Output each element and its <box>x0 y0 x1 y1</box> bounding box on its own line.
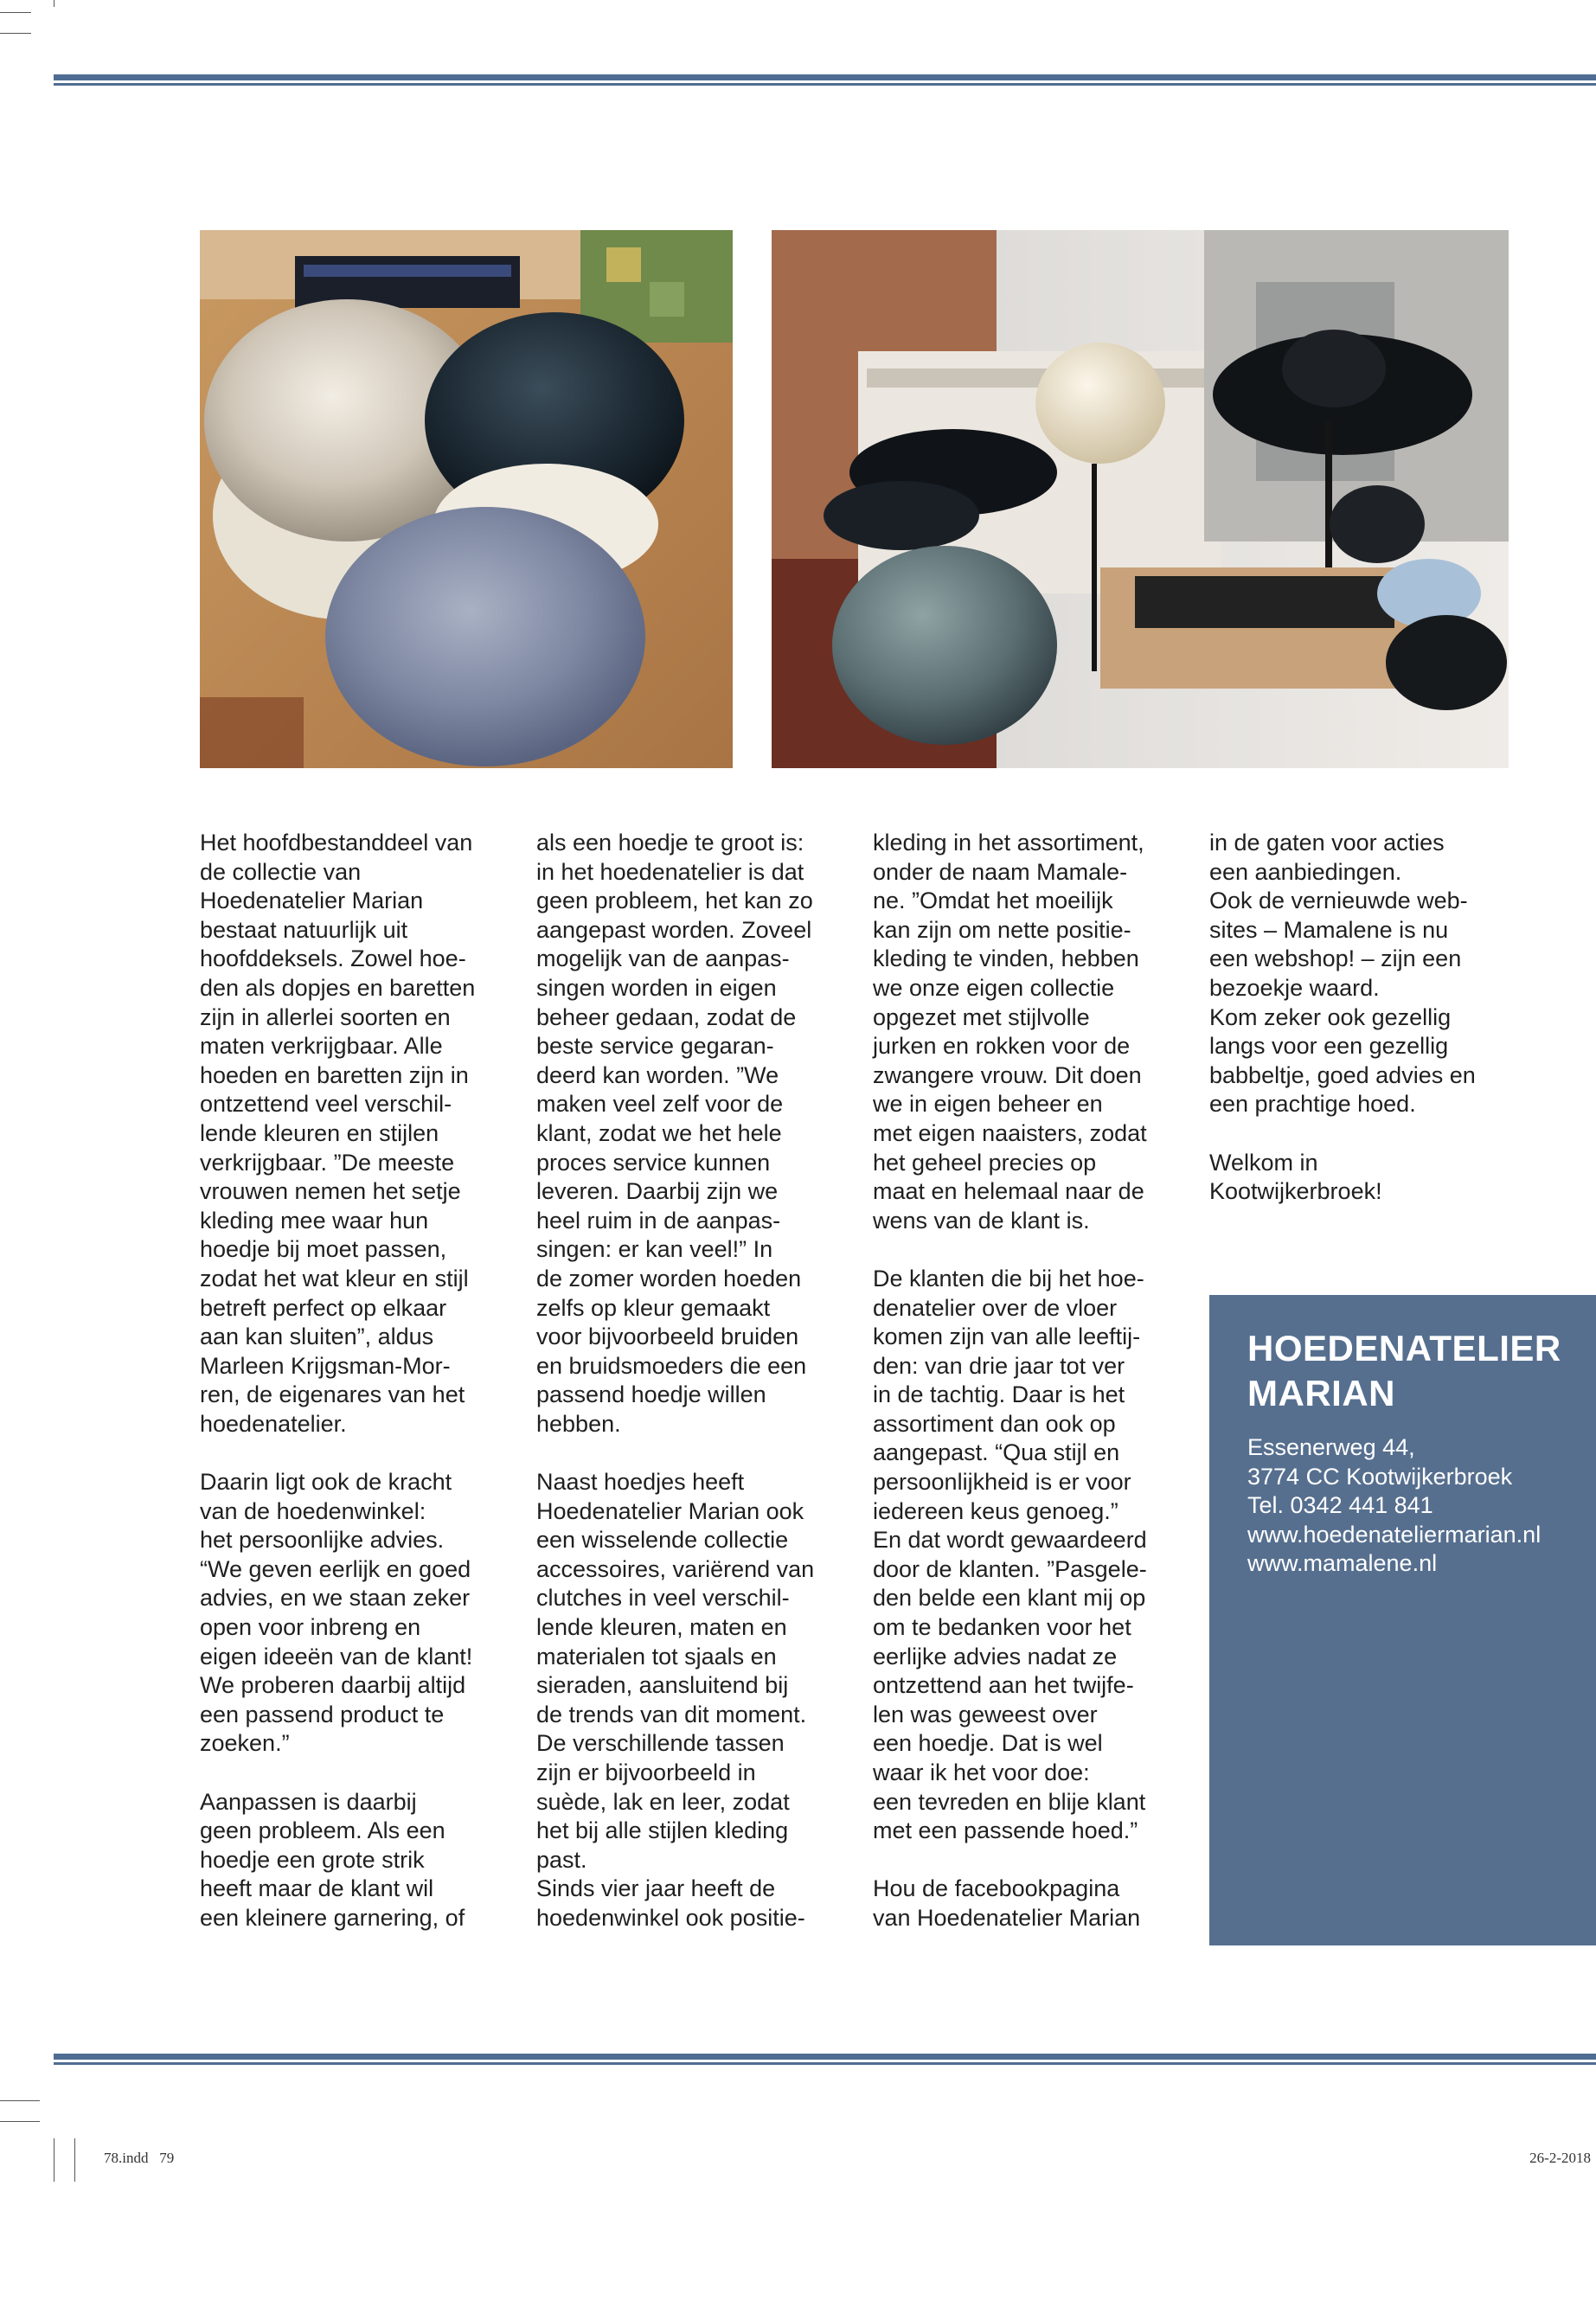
article-column-3: kleding in het assortiment, onder de naam Mamale- ne. ”Omdat het moeilijk kan zijn om nette positie- kleding te vinden, hebben we onze eigen collectie opgezet met stijlvolle jurken en rokken voor de zwangere vrouw. Dit doen we in eigen beheer en met eigen naaisters, zodat het geheel precies op maat en helemaal naar de wens van de klant is. De klanten die bij het hoe- denatelier over de vloer komen zijn van alle leeftij- den: van drie jaar tot ver in de tachtig. Daar is het assortiment dan ook op aangepast. “Qua stijl en persoonlijkheid is er voor iedereen keus genoeg.” En dat wordt gewaardeerd door de klanten. ”Pasgele- den belde een klant mij op om te bedanken voor het eerlijke advies nadat ze ontzettend aan het twijfe- len was geweest over een hoedje. Dat is wel waar ik het voor doe: een tevreden en blije klant met een passende hoed.” Hou de facebookpagina van Hoedenatelier Marian <box>873 830 1147 1931</box>
infobox-title: HOEDENATELIER MARIAN <box>1247 1328 1561 1413</box>
footer-file-label: 78.indd 79 <box>104 2150 175 2166</box>
top-rule-thin <box>54 83 1596 86</box>
infobox-address: Essenerweg 44, 3774 CC Kootwijkerbroek Tel. 0342 441 841 www.hoedenateliermarian.nl www.mamalene.nl <box>1247 1434 1542 1577</box>
bottom-rule-thin <box>54 2062 1596 2065</box>
contact-infobox <box>1209 1295 1596 1945</box>
footer-date: 26-2-2018 <box>1529 2150 1591 2166</box>
article-column-4: in de gaten voor acties een aanbiedingen. Ook de vernieuwde web- sites – Mamalene is nu een webshop! – zijn een bezoekje waard. Kom zeker ook gezellig langs voor een gezellig babbeltje, goed advies en een prachtige hoed. Welkom in Kootwijkerbroek! <box>1209 830 1476 1205</box>
crop-mark <box>74 2138 75 2182</box>
photo-hats-on-table <box>200 230 733 768</box>
crop-mark <box>0 2121 40 2122</box>
crop-mark <box>0 12 31 13</box>
photo-shop-interior <box>772 230 1509 768</box>
article-column-1: Het hoofdbestanddeel van de collectie van Hoedenatelier Marian bestaat natuurlijk uit hoofddeksels. Zowel hoe- den als dopjes en baretten zijn in allerlei soorten en maten verkrijgbaar. Alle hoeden en baretten zijn in ontzettend veel verschil- lende kleuren en stijlen verkrijgbaar. ”De meeste vrouwen nemen het setje kleding mee waar hun hoedje bij moet passen, zodat het wat kleur en stijl betreft perfect op elkaar aan kan sluiten”, aldus Marleen Krijgsman-Mor- ren, de eigenares van het hoedenatelier. Daarin ligt ook de kracht van de hoedenwinkel: het persoonlijke advies. “We geven eerlijk en goed advies, en we staan zeker open voor inbreng en eigen ideeën van de klant! We proberen daarbij altijd een passend product te zoeken.” Aanpassen is daarbij geen probleem. Als een hoedje een grote strik heeft maar de klant wil een kleinere garnering, of <box>200 830 476 1931</box>
top-rule <box>54 74 1596 80</box>
article-column-2: als een hoedje te groot is: in het hoedenatelier is dat geen probleem, het kan zo aangepast worden. Zoveel mogelijk van de aanpas- singen worden in eigen beheer gedaan, zodat de beste service gegaran- deerd kan worden. ”We maken veel zelf voor de klant, zodat we het hele proces service kunnen leveren. Daarbij zijn we heel ruim in de aanpas- singen: er kan veel!” In de zomer worden hoeden zelfs op kleur gemaakt voor bijvoorbeeld bruiden en bruidsmoeders die een passend hoedje willen hebben. Naast hoedjes heeft Hoedenatelier Marian ook een wisselende collectie accessoires, variërend van clutches in veel verschil- lende kleuren, maten en materialen tot sjaals en sieraden, aansluitend bij de trends van dit moment. De verschillende tassen zijn er bijvoorbeeld in suède, lak en leer, zodat het bij alle stijlen kleding past. Sinds vier jaar heeft de hoedenwinkel ook positie- <box>536 830 815 1931</box>
bottom-rule <box>54 2054 1596 2060</box>
crop-mark <box>0 2100 40 2101</box>
crop-mark <box>0 33 31 34</box>
